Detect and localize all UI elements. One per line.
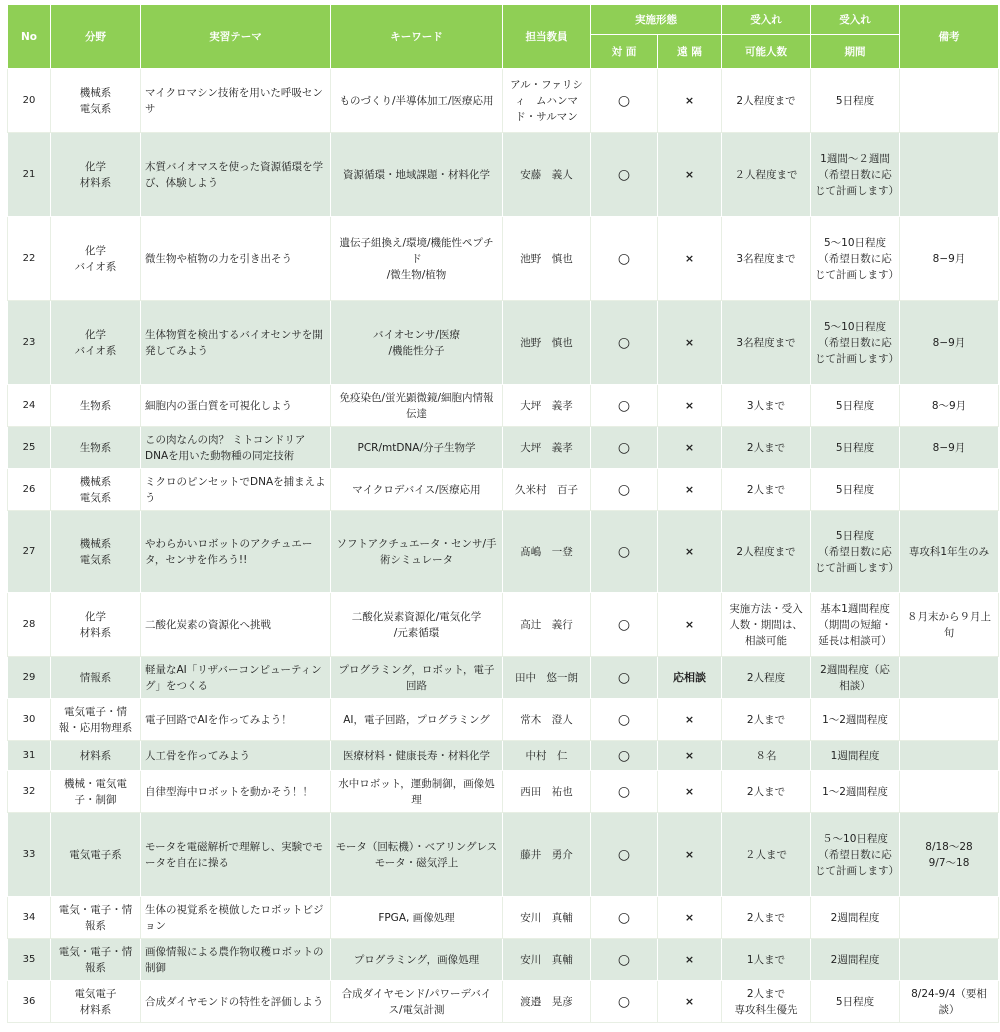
cell-theme: マイクロマシン技術を用いた呼吸センサ: [141, 69, 331, 133]
cell-in-person: ○: [591, 511, 658, 593]
header-remote: 遠 隔: [658, 35, 722, 69]
table-row: [8, 385, 999, 427]
cell-remote: ×: [658, 939, 722, 981]
header-capacity-bottom: 可能人数: [722, 35, 811, 69]
cell-staff: アル・ファリシィ ムハンマド・サルマン: [503, 69, 591, 133]
cell-period: 5日程度: [811, 469, 900, 511]
cell-notes: 8/24-9/4（要相談）: [900, 981, 999, 1023]
cell-notes: 8−9月: [900, 301, 999, 385]
cell-no: 36: [8, 981, 51, 1023]
cell-field: 電気電子 材料系: [51, 981, 141, 1023]
cell-theme: 生体物質を検出するバイオセンサを開発してみよう: [141, 301, 331, 385]
cell-capacity: 3人まで: [722, 385, 811, 427]
cell-no: 21: [8, 133, 51, 217]
cell-field: 化学 材料系: [51, 133, 141, 217]
cell-capacity: 2人程度まで: [722, 69, 811, 133]
table-row: [8, 427, 999, 469]
header-in-person: 対 面: [591, 35, 658, 69]
cell-notes: 8/18～28 9/7～18: [900, 813, 999, 897]
table-row: [8, 217, 999, 301]
cell-notes: [900, 657, 999, 699]
cell-in-person: ○: [591, 301, 658, 385]
cell-in-person: ○: [591, 593, 658, 657]
cell-staff: 久米村 百子: [503, 469, 591, 511]
cell-period: 5日程度: [811, 69, 900, 133]
cell-keywords: 二酸化炭素資源化/電気化学 /元素循環: [331, 593, 503, 657]
cell-capacity: ２人程度まで: [722, 133, 811, 217]
cell-no: 22: [8, 217, 51, 301]
cell-capacity: ８名: [722, 741, 811, 771]
cell-no: 30: [8, 699, 51, 741]
cell-period: 5日程度: [811, 427, 900, 469]
table-row: [8, 133, 999, 217]
cell-staff: 大坪 義孝: [503, 427, 591, 469]
cell-no: 23: [8, 301, 51, 385]
cell-no: 28: [8, 593, 51, 657]
header-period-bottom: 期間: [811, 35, 900, 69]
cell-notes: ８月末から９月上旬: [900, 593, 999, 657]
cell-keywords: プログラミング，画像処理: [331, 939, 503, 981]
cell-keywords: AI，電子回路，プログラミング: [331, 699, 503, 741]
cell-staff: 大坪 義孝: [503, 385, 591, 427]
cell-theme: 自律型海中ロボットを動かそう！！: [141, 771, 331, 813]
cell-period: 5～10日程度 （希望日数に応じて計画します）: [811, 301, 900, 385]
cell-staff: 西田 祐也: [503, 771, 591, 813]
cell-in-person: ○: [591, 771, 658, 813]
cell-notes: 8−9月: [900, 217, 999, 301]
cell-keywords: PCR/mtDNA/分子生物学: [331, 427, 503, 469]
cell-capacity: 2人まで: [722, 771, 811, 813]
cell-no: 32: [8, 771, 51, 813]
table-body: [8, 69, 999, 1023]
cell-remote: ×: [658, 741, 722, 771]
table-row: [8, 469, 999, 511]
cell-field: 電気電子・情報・応用物理系: [51, 699, 141, 741]
cell-period: 5日程度: [811, 981, 900, 1023]
cell-remote: 応相談: [658, 657, 722, 699]
cell-staff: 安川 真輔: [503, 939, 591, 981]
cell-remote: ×: [658, 469, 722, 511]
cell-staff: 池野 慎也: [503, 301, 591, 385]
cell-keywords: プログラミング，ロボット，電子回路: [331, 657, 503, 699]
cell-staff: 高辻 義行: [503, 593, 591, 657]
header-notes: 備考: [900, 5, 999, 69]
cell-keywords: ソフトアクチュエータ・センサ/手術シミュレータ: [331, 511, 503, 593]
table-row: [8, 699, 999, 741]
cell-field: 化学 バイオ系: [51, 301, 141, 385]
cell-notes: 8−9月: [900, 427, 999, 469]
cell-capacity: 2人程度: [722, 657, 811, 699]
cell-theme: この肉なんの肉？ ミトコンドリアDNAを用いた動物種の同定技術: [141, 427, 331, 469]
cell-keywords: モータ（回転機）・ベアリングレスモータ・磁気浮上: [331, 813, 503, 897]
cell-no: 33: [8, 813, 51, 897]
cell-period: 2週間程度: [811, 897, 900, 939]
cell-remote: ×: [658, 771, 722, 813]
cell-in-person: ○: [591, 741, 658, 771]
header-period-top: 受入れ: [811, 5, 900, 35]
cell-period: 1～2週間程度: [811, 771, 900, 813]
cell-keywords: 医療材料・健康長寿・材料化学: [331, 741, 503, 771]
table-row: [8, 771, 999, 813]
cell-notes: [900, 897, 999, 939]
table-row: [8, 593, 999, 657]
cell-notes: [900, 741, 999, 771]
cell-theme: 画像情報による農作物収穫ロボットの制御: [141, 939, 331, 981]
table-row: [8, 741, 999, 771]
cell-staff: 田中 悠一朗: [503, 657, 591, 699]
cell-field: 材料系: [51, 741, 141, 771]
cell-theme: 二酸化炭素の資源化へ挑戦: [141, 593, 331, 657]
cell-period: 2週間程度（応相談）: [811, 657, 900, 699]
cell-no: 31: [8, 741, 51, 771]
cell-keywords: ものづくり/半導体加工/医療応用: [331, 69, 503, 133]
cell-no: 20: [8, 69, 51, 133]
cell-period: 5～10日程度 （希望日数に応じて計画します）: [811, 217, 900, 301]
cell-in-person: ○: [591, 657, 658, 699]
cell-notes: 専攻科1年生のみ: [900, 511, 999, 593]
cell-remote: ×: [658, 69, 722, 133]
cell-keywords: 水中ロボット，運動制御，画像処理: [331, 771, 503, 813]
cell-field: 機械系 電気系: [51, 69, 141, 133]
cell-remote: ×: [658, 897, 722, 939]
cell-capacity: 2人まで: [722, 897, 811, 939]
cell-period: 1週間～２週間 （希望日数に応じて計画します）: [811, 133, 900, 217]
cell-staff: 髙嶋 一登: [503, 511, 591, 593]
cell-in-person: ○: [591, 427, 658, 469]
cell-field: 電気・電子・情報系: [51, 939, 141, 981]
cell-theme: やわらかいロボットのアクチュエータ，センサを作ろう!!: [141, 511, 331, 593]
cell-in-person: ○: [591, 469, 658, 511]
table-row: [8, 69, 999, 133]
cell-capacity: 3名程度まで: [722, 301, 811, 385]
cell-staff: 藤井 勇介: [503, 813, 591, 897]
cell-in-person: ○: [591, 217, 658, 301]
table-row: [8, 897, 999, 939]
cell-capacity: 1人まで: [722, 939, 811, 981]
cell-remote: ×: [658, 511, 722, 593]
cell-staff: 中村 仁: [503, 741, 591, 771]
cell-no: 24: [8, 385, 51, 427]
cell-no: 27: [8, 511, 51, 593]
cell-staff: 安川 真輔: [503, 897, 591, 939]
cell-capacity: ２人まで: [722, 813, 811, 897]
internship-table-container: [7, 4, 998, 1023]
cell-staff: 渡邉 晃彦: [503, 981, 591, 1023]
table-row: [8, 511, 999, 593]
header-theme: 実習テーマ: [141, 5, 331, 69]
cell-in-person: ○: [591, 897, 658, 939]
cell-field: 機械系 電気系: [51, 511, 141, 593]
cell-remote: ×: [658, 813, 722, 897]
cell-theme: 木質バイオマスを使った資源循環を学び、体験しよう: [141, 133, 331, 217]
cell-remote: ×: [658, 981, 722, 1023]
cell-period: 5日程度 （希望日数に応じて計画します）: [811, 511, 900, 593]
cell-period: 5日程度: [811, 385, 900, 427]
cell-remote: ×: [658, 217, 722, 301]
cell-in-person: ○: [591, 69, 658, 133]
cell-keywords: マイクロデバイス/医療応用: [331, 469, 503, 511]
cell-in-person: ○: [591, 939, 658, 981]
cell-in-person: ○: [591, 981, 658, 1023]
cell-theme: 細胞内の蛋白質を可視化しよう: [141, 385, 331, 427]
cell-theme: ミクロのピンセットでDNAを捕まえよう: [141, 469, 331, 511]
cell-staff: 池野 慎也: [503, 217, 591, 301]
cell-theme: 人工骨を作ってみよう: [141, 741, 331, 771]
internship-table: [7, 4, 999, 1023]
cell-keywords: 遺伝子組換え/環境/機能性ペプチド /微生物/植物: [331, 217, 503, 301]
cell-field: 情報系: [51, 657, 141, 699]
header-format: 実施形態: [591, 5, 722, 35]
cell-remote: ×: [658, 427, 722, 469]
cell-keywords: 免疫染色/蛍光顕微鏡/細胞内情報伝達: [331, 385, 503, 427]
cell-staff: 安藤 義人: [503, 133, 591, 217]
cell-no: 26: [8, 469, 51, 511]
cell-theme: 微生物や植物の力を引き出そう: [141, 217, 331, 301]
cell-capacity: 2人まで: [722, 469, 811, 511]
cell-theme: 軽量なAI「リザバーコンピューティング」をつくる: [141, 657, 331, 699]
cell-period: ５～10日程度 （希望日数に応じて計画します）: [811, 813, 900, 897]
cell-field: 化学 材料系: [51, 593, 141, 657]
header-staff: 担当教員: [503, 5, 591, 69]
cell-notes: [900, 771, 999, 813]
header-keywords: キーワード: [331, 5, 503, 69]
cell-period: 1～2週間程度: [811, 699, 900, 741]
cell-keywords: 資源循環・地域課題・材料化学: [331, 133, 503, 217]
cell-in-person: ○: [591, 813, 658, 897]
cell-notes: [900, 699, 999, 741]
cell-in-person: ○: [591, 699, 658, 741]
table-header: [8, 5, 999, 69]
cell-staff: 常木 澄人: [503, 699, 591, 741]
cell-remote: ×: [658, 385, 722, 427]
table-row: [8, 813, 999, 897]
cell-remote: ×: [658, 133, 722, 217]
cell-capacity: 2人まで 専攻科生優先: [722, 981, 811, 1023]
cell-period: 1週間程度: [811, 741, 900, 771]
cell-no: 35: [8, 939, 51, 981]
cell-theme: モータを電磁解析で理解し、実験でモータを自在に操る: [141, 813, 331, 897]
cell-theme: 電子回路でAIを作ってみよう！: [141, 699, 331, 741]
cell-keywords: FPGA, 画像処理: [331, 897, 503, 939]
cell-theme: 生体の視覚系を模倣したロボットビジョン: [141, 897, 331, 939]
cell-capacity: 2人程度まで: [722, 511, 811, 593]
cell-no: 34: [8, 897, 51, 939]
cell-notes: [900, 69, 999, 133]
cell-field: 電気電子系: [51, 813, 141, 897]
cell-remote: ×: [658, 593, 722, 657]
table-row: [8, 657, 999, 699]
cell-field: 生物系: [51, 385, 141, 427]
cell-field: 機械系 電気系: [51, 469, 141, 511]
cell-notes: [900, 133, 999, 217]
table-row: [8, 301, 999, 385]
cell-no: 29: [8, 657, 51, 699]
cell-no: 25: [8, 427, 51, 469]
cell-notes: [900, 939, 999, 981]
cell-theme: 合成ダイヤモンドの特性を評価しよう: [141, 981, 331, 1023]
cell-in-person: ○: [591, 385, 658, 427]
cell-capacity: 2人まで: [722, 699, 811, 741]
cell-remote: ×: [658, 699, 722, 741]
cell-in-person: ○: [591, 133, 658, 217]
cell-field: 電気・電子・情報系: [51, 897, 141, 939]
cell-keywords: バイオセンサ/医療 /機能性分子: [331, 301, 503, 385]
table-row: [8, 939, 999, 981]
header-capacity-top: 受入れ: [722, 5, 811, 35]
cell-period: 基本1週間程度 （期間の短縮・延長は相談可）: [811, 593, 900, 657]
cell-notes: [900, 469, 999, 511]
cell-field: 機械・電気電子・制御: [51, 771, 141, 813]
table-row: [8, 981, 999, 1023]
cell-field: 生物系: [51, 427, 141, 469]
cell-capacity: 3名程度まで: [722, 217, 811, 301]
header-field: 分野: [51, 5, 141, 69]
cell-capacity: 2人まで: [722, 427, 811, 469]
cell-notes: 8～9月: [900, 385, 999, 427]
cell-keywords: 合成ダイヤモンド/パワーデバイス/電気計測: [331, 981, 503, 1023]
cell-remote: ×: [658, 301, 722, 385]
cell-period: 2週間程度: [811, 939, 900, 981]
cell-field: 化学 バイオ系: [51, 217, 141, 301]
header-no: No: [8, 5, 51, 69]
cell-capacity: 実施方法・受入人数・期間は、相談可能: [722, 593, 811, 657]
